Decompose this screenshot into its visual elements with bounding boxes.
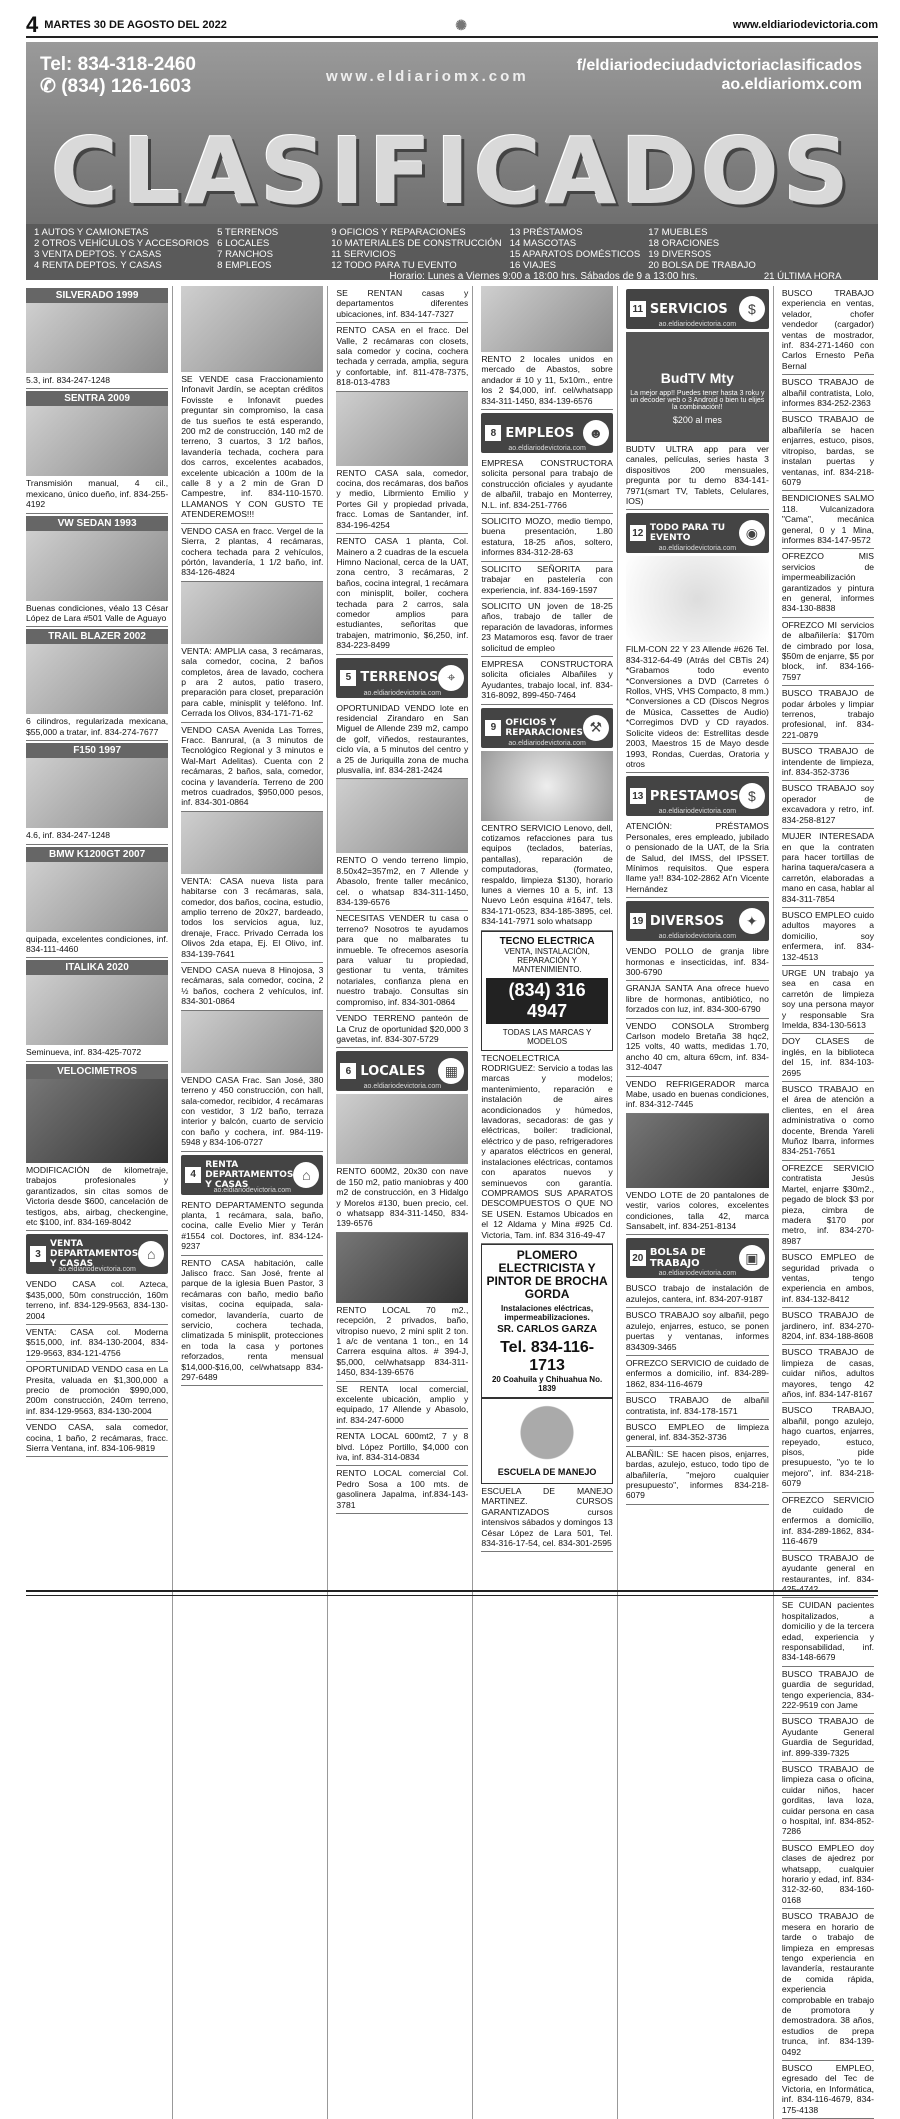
category-item: 14 MASCOTAS <box>509 238 577 249</box>
classified-ad: OPORTUNIDAD VENDO casa en La Presita, valuada en $1,300,000 a precio de promoción $990,000, 200m construcción, 240m terreno, inf. 834-129-9563, 834-130-2004 <box>26 1362 168 1420</box>
column-5 <box>626 286 774 2119</box>
category-item: 21 ÚLTIMA HORA <box>763 271 842 282</box>
classified-ad: BUSCO TRABAJO de jardinero, inf. 834-270-8204, inf. 834-188-8608 <box>782 1308 874 1345</box>
section-header-diversos: 19 DIVERSOS ✦ ao.eldiariodevictoria.com <box>626 901 769 941</box>
location-pin-icon: ⌖ <box>438 665 464 691</box>
classified-ad: VENDO CASA Frac. San José, 380 terreno y 450 construcción, con hall, sala-comedor, recibidor, 4 recámaras con vestidor, 3 1/2 baño, terraza interior y balcón, cuarto de servicio con baño y cochera, inf. 984-119-5948 y 834-106-0727 <box>181 1073 323 1152</box>
classified-ad: VENDO LOTE de 20 pantalones de vestir, varios colores, excelentes condiciones, talla 42, marca Sansabelt, inf. 834-251-8134 <box>626 1188 769 1236</box>
classified-ad: EMPRESA CONSTRUCTORA solicita oficiales Albañiles y Ayudantes, trabajo local, inf. 834-316-8092, 899-450-7464 <box>481 657 612 705</box>
issue-date: MARTES 30 DE AGOSTO DEL 2022 <box>44 19 227 31</box>
category-index <box>26 224 878 280</box>
classified-ad: BUSCO EMPLEO doy clases de ajedrez por whatsapp, cualquier horario y edad, inf. 834-312-32-60, 834-160-0168 <box>782 1841 874 1909</box>
classified-ad: BUSCO EMPLEO cuido adultos mayores a domicilio, soy enfermera, inf. 834-132-4513 <box>782 908 874 966</box>
page-number: 4 <box>26 12 39 37</box>
classified-ad: BUSCO TRABAJO de ayudante general en restaurantes, inf. 834-425-4742 <box>782 1551 874 1599</box>
classified-ad: BUSCO TRABAJO de limpieza de casas, cuidar niños, adultos mayores, tengo 42 años, inf. 834-147-8167 <box>782 1345 874 1403</box>
classified-ad: MUJER INTERESADA en que la contraten para hacer tortillas de harina taquera/casera a carretón, elaboradas a mano en casa, hablar al 834-311-7854 <box>782 829 874 908</box>
market-photo <box>481 286 612 352</box>
classified-ad: VENDO CONSOLA Stromberg Carlson modelo Bretaña 38 hqc2, 125 volts, 40 watts, medidas 1.70, ancho 40 cm, altura 69cm, inf. 834-312-4047 <box>626 1019 769 1077</box>
vehicle-photo <box>26 758 168 828</box>
category-item: 8 EMPLEOS <box>217 260 272 271</box>
classified-ad: RENTO DEPARTAMENTO segunda planta, 1 recámara, sala, baño, cocina, calle Evelio Mier y Terán #1554 col. Doctores, inf. 834-124-9237 <box>181 1198 323 1256</box>
classified-ad: RENTO O vendo terreno limpio, 8.50x42=357m2, en 7 Allende y Abasolo, frente taller mecánico, cel. o whatsap 834-311-1450, 834-139-6576 <box>336 853 468 911</box>
section-title: CLASIFICADOS <box>50 118 854 225</box>
classified-ad: BUSCO TRABAJO de Ayudante General Guardia de Seguridad, inf. 899-339-7325 <box>782 1714 874 1762</box>
classified-ad: NECESITAS VENDER tu casa o terreno? Nosotros te ayudamos para que no malbarates tu inmueble. Te ofrecemos asesoría para valuar tu propiedad, gestionar tu venta, trámites notariales, confianza plena en nuestro trabajo. Consultas sin compromiso, inf. 834-301-0864 <box>336 911 468 1011</box>
plomero-ad <box>481 1244 612 1398</box>
classified-ad: OFREZCO MIS servicios de impermeabilización garantizados y pintura en general, informes 834-130-8838 <box>782 549 874 617</box>
vehicle-description: MODIFICACIÓN de kilometraje, trabajos profesionales y garantizados, sin citas somos de Victoria desde $600, cancelación de testigos, abs, airbag, checkengine, etc $100, inf. 834-169-8042 <box>26 1163 168 1231</box>
classified-ad: GRANJA SANTA Ana ofrece huevo libre de hormonas, antibiótico, no forzados con luz, inf. 834-300-6790 <box>626 981 769 1018</box>
website-link[interactable]: www.eldiariodevictoria.com <box>732 19 878 31</box>
category-item: 12 TODO PARA TU EVENTO <box>331 260 457 271</box>
classified-ad: SE CUIDAN pacientes hospitalizados, a domicilio y de la tercera edad, experiencia y responsabilidad, inf. 834-148-6679 <box>782 1598 874 1666</box>
column-4 <box>481 286 617 2119</box>
classified-ad: BUSCO TRABAJO, albañil, pongo azulejo, hago cuartos, enjarres, repeyado, estuco, pisos, pide presupuesto, "yo te lo mejoro", inf. 834-218-6079 <box>782 1403 874 1492</box>
classified-ad: RENTO LOCAL 70 m2., recepción, 2 privados, baño, vitropiso nuevo, 2 mini split 2 ton. 1 a/c de ventana 1 ton., en 14 Carrera esquina altos. # 394-J, $5,000, cel/whatsapp 834-311-1450, 834-139-6576 <box>336 1303 468 1382</box>
budtv-line: La mejor app!! Puedes tener hasta 3 roku y un decoder web o 3 Android o bien tu elijes la combinación!! <box>630 390 765 411</box>
classified-ad: VENTA: CASA nueva lista para habitarse con 3 recámaras, sala, comedor, dos baños, cocina, estudio, amplio terreno de 20x27, bardeado, todos los servicios agua, luz, drenaje, Fracc. Privado Cerrada los Olivos 2da etapa, Ej. El Olivo, inf. 834-139-7641 <box>181 874 323 963</box>
phone-primary: Tel: 834-318-2460 <box>40 54 196 75</box>
vehicle-description: quipada, excelentes condiciones, inf. 834-111-4460 <box>26 932 168 959</box>
classified-ad: VENDO CASA en fracc. Vergel de la Sierra, 2 plantas, 4 recámaras, cochera techada para 2 vehículos, pórtón, lavandería, 1 1/2 baño, inf. 834-126-4824 <box>181 524 323 582</box>
category-item: 17 MUEBLES <box>648 227 708 238</box>
vehicle-description: Transmisión manual, 4 cil., mexicano, único dueño, inf. 834-255-4192 <box>26 476 168 513</box>
section-header-terrenos: 5 TERRENOS ⌖ ao.eldiariodevictoria.com <box>336 658 468 698</box>
classified-ad: VENTA: CASA col. Moderna $515,000, inf. 834-130-2004, 834-129-9563, 834-121-4756 <box>26 1325 168 1362</box>
clothes-photo <box>626 1114 769 1188</box>
classified-ad: DOY CLASES de inglés, en la biblioteca del 15, inf. 834-103-2695 <box>782 1034 874 1082</box>
camera-icon: ◉ <box>739 520 765 546</box>
classified-ad: BUSCO EMPLEO de limpieza general, inf. 834-352-3736 <box>626 1420 769 1447</box>
section-header-locales: 6 LOCALES ▦ ao.eldiariodevictoria.com <box>336 1051 468 1091</box>
vehicle-photo <box>26 531 168 601</box>
classified-ad: BUSCO TRABAJO de mesera en horario de tarde o trabajo de limpieza en empresas tengo experiencia en lavandería, restaurante de comida rápida, experiencia comprobable en trabajo de promotora y demostradora. 38 años, estudios de prepa trunca, inf. 834-139-0492 <box>782 1909 874 2061</box>
classified-ad: BUSCO EMPLEO, egresado del Tec de Victoria, en Informática, inf. 834-116-4679, 834-175-4138 <box>782 2061 874 2119</box>
classified-ad: BUSCO TRABAJO de limpieza casa o oficina, cuidar niños, hacer gorditas, lava loza, cuidar persona en casa o hospital, inf. 834-852-7286 <box>782 1762 874 1841</box>
laptop-illustration <box>481 751 612 821</box>
plomero-name: SR. CARLOS GARZA <box>497 1323 598 1335</box>
phone-whatsapp: ✆ (834) 126-1603 <box>40 76 192 97</box>
classified-ad: VENTA: AMPLIA casa, 3 recámaras, sala comedor, cocina, 2 baños completos, área de lavado, cochera p ara 2 autos, patio trasero, preparación para closet, preparación para cable, minisplit y teléfono. Inf. Cerrada los Olivos, 834-171-71-62 <box>181 644 323 723</box>
classified-ad: SE VENDE casa Fraccionamiento Infonavit Jardín, se aceptan créditos Fovisste e Infonavit puedes preguntar sin compromiso, la casa de tus sueños te está esperando, 200 m2 de construcción, 140 m2 de terreno, 3 cuartos, 3 1/2 baños, lavandería techada, cochera para dos carros, excelentes acabados, excelente ubicación a 100m de la calle 8 y a 2 min de Gran D Campestre, inf. 834-110-1570. LLAMANOS Y CON GUSTO TE ATENDEREMOS!!! <box>181 372 323 524</box>
classified-ad: URGE UN trabajo ya sea en casa en carretón de limpieza soy una persona mayor y responsable Sra Imelda, 834-130-5613 <box>782 966 874 1034</box>
classified-ad: SE RENTAN casas y departamentos diferentes ubicaciones, inf. 834-147-7327 <box>336 286 468 323</box>
vehicle-title: F150 1997 <box>26 743 168 758</box>
people-icon: ☻ <box>583 420 609 446</box>
facebook-icon: f <box>576 57 582 74</box>
classified-ad: BUSCO trabajo de instalación de azulejos, cantera, inf. 834-207-9187 <box>626 1281 769 1308</box>
film-reel-photo <box>626 556 769 642</box>
tecno-phone[interactable]: (834) 316 4947 <box>486 978 607 1024</box>
section-header-evento: 12 TODO PARA TU EVENTO ◉ ao.eldiariodevictoria.com <box>626 513 769 553</box>
plomero-address: 20 Coahuila y Chihuahua No. 1839 <box>491 1374 603 1393</box>
column-3 <box>336 286 473 2119</box>
classified-ad: ALBAÑIL: SE hacen pisos, enjarres, bardas, azulejo, estuco, todo tipo de albañilería, "mejoro cualquier presupuesto", informes 834-218-6079 <box>626 1447 769 1505</box>
section-header-servicios: 11 SERVICIOS $ ao.eldiariodevictoria.com <box>626 289 769 329</box>
classified-ad: VENDO TERRENO panteón de La Cruz de oportunidad $20,000 3 gavetas, inf. 834-307-5729 <box>336 1011 468 1048</box>
driving-school-logo: ESCUELA DE MANEJO <box>481 1398 612 1484</box>
classified-ad: BUSCO TRABAJO soy operador de excavadora y retro, inf. 834-258-8127 <box>782 781 874 829</box>
classified-ad: SOLICITO MOZO, medio tiempo, buena presentación, 1.80 estatura, 18-25 años, soltero, informes 834-312-28-63 <box>481 514 612 562</box>
category-item: 1 AUTOS Y CAMIONETAS <box>34 227 149 238</box>
masthead-website: www.eldiariomx.com <box>326 68 529 85</box>
column-6 <box>782 286 878 2119</box>
section-header-renta: 4 RENTA DEPARTAMENTOS Y CASAS ⌂ ao.eldiariodevictoria.com <box>181 1155 323 1195</box>
category-item: 7 RANCHOS <box>217 249 274 260</box>
vehicle-title: ITALIKA 2020 <box>26 960 168 975</box>
tecno-footer: TODAS LAS MARCAS Y MODELOS <box>502 1027 592 1046</box>
section-header-empleos: 8 EMPLEOS ☻ ao.eldiariodevictoria.com <box>481 413 612 453</box>
masthead-email: ao.eldiariomx.com <box>721 76 862 93</box>
classified-ad: SOLICITO SEÑORITA para trabajar en pastelería con experiencia, inf. 834-169-1597 <box>481 562 612 599</box>
masthead-social <box>577 56 862 94</box>
section-header-oficios: 9 OFICIOS Y REPARACIONES ⚒ ao.eldiariodevictoria.com <box>481 708 612 748</box>
classified-ad: VENDO CASA nueva 8 Hinojosa, 3 recámaras, sala comedor, cocina, 2 ½ baños, cochera 2 vehículos, inf. 834-301-0864 <box>181 963 323 1011</box>
vehicle-photo <box>26 862 168 932</box>
vehicle-description: 6 cilindros, regularizada mexicana, $55,000 a tratar, inf. 834-274-7677 <box>26 714 168 741</box>
category-item: 16 VIAJES <box>509 260 557 271</box>
facebook-handle: /eldiariodeciudadvictoriaclasificados <box>581 57 862 74</box>
top-bar <box>26 14 878 38</box>
category-item: 15 APARATOS DOMÉSTICOS <box>509 249 641 260</box>
budtv-banner <box>626 332 769 442</box>
section-header-venta: 3 VENTA DEPARTAMENTOS Y CASAS ⌂ ao.eldiariodevictoria.com <box>26 1234 168 1274</box>
classified-ad: VENDO CASA, sala comedor, cocina, 1 baño, 2 recámaras, fracc. Sierra Ventana, inf. 834-106-9819 <box>26 1420 168 1457</box>
vehicle-title: BMW K1200GT 2007 <box>26 847 168 862</box>
classified-ad: EMPRESA CONSTRUCTORA solicita personal para trabajo de construcción oficiales y ayudante de albañil, trabajo en Monterrey, N.L. inf. 834-251-7766 <box>481 456 612 514</box>
plomero-services: Instalaciones eléctricas, impermeabilizaciones. <box>501 1303 594 1322</box>
office-hours: Horario: Lunes a Viernes 9:00 a 18:00 hrs. Sábados de 9 a 13:00 hrs. <box>389 271 698 282</box>
classified-ad: OFREZCO SERVICIO de cuidado de enfermos a domicilio, inf. 834-289-1862, 834-116-4679 <box>782 1493 874 1551</box>
vehicle-title: VW SEDAN 1993 <box>26 516 168 531</box>
classified-ad: BUSCO TRABAJO experiencia en ventas, velador, chofer vendedor (cargador) ventas de mostrador, inf. 834-271-1460 con Carlos Ernesto Peña Bernal <box>782 286 874 375</box>
section-header-prestamos: 13 PRESTAMOS $ ao.eldiariodevictoria.com <box>626 776 769 816</box>
wrench-icon: ⚒ <box>583 715 609 741</box>
classified-ad: TECNOELECTRICA RODRIGUEZ: Servicio a todas las marcas y modelos; mantenimiento, reparación e instalación de aires acondicionados y húmedos, lavadoras, secadoras: de gas y eléctricas, boiler: tradicional, eléctrico y de paso, refrigeradores y aparatos eléctricos en general, instalaciones eléctricas, contamos con aparatos nuevos y seminuevos con garantía. COMPRAMOS SUS APARATOS DESCOMPUESTOS O QUE NO SE USEN. Estamos Ubicados en el 12 Aldama y Mina #925 Cd. Victoria, Tam. inf. 834 316-49-47 <box>481 1051 612 1244</box>
money-hand-icon: $ <box>739 296 765 322</box>
piggy-bank-icon: $ <box>739 783 765 809</box>
vehicle-photo <box>26 406 168 476</box>
classified-ad: VENDO CASA Avenida Las Torres, Fracc. Banrural, (a 3 minutos de Tecnológico Regional y 3 minutos e Wal-Mart Adelitas). Cuenta con 2 recámaras, 2 baños, sala, comedor, cocina y lavandería. Terreno de 200 metros cuadrados, $950,000 pesos, inf. 834-301-0864 <box>181 723 323 812</box>
category-item: 9 OFICIOS Y REPARACIONES <box>331 227 466 238</box>
house-icon: ⌂ <box>138 1241 164 1267</box>
column-1 <box>26 286 173 2119</box>
classified-ad: RENTO 2 locales unidos en mercado de Abastos, sobre andador # 10 y 11, 5x10m., entre los 2 $4,000, inf. cel/whatsapp 834-311-1450, 834-139-6576 <box>481 352 612 410</box>
category-item: 2 OTROS VEHÍCULOS Y ACCESORIOS <box>34 238 210 249</box>
tecno-sub: VENTA, INSTALACIÓN, REPARACIÓN Y MANTENIMIENTO. <box>504 946 590 974</box>
vehicle-description: Buenas condiciones, véalo 13 César López de Lara #501 Valle de Aguayo <box>26 601 168 628</box>
sun-logo-icon: ✺ <box>455 16 467 33</box>
classified-ad: OPORTUNIDAD VENDO lote en residencial Zirandaro en San Miguel de Allende 239 m2, campo de golf, viñedos, restaurantes, ciclo vía, a 5 minutos del centro y a 25 de Juriquilla zona de mucha plusvalía, inf. 834-281-2424 <box>336 701 468 780</box>
category-item: 11 SERVICIOS <box>331 249 396 260</box>
classified-ad: BUDTV ULTRA app para ver canales, películas, series hasta 3 dispositivos 200 mensuales, pregunta por tu demo 834-141-7971(smart TV, Tablets, Celulares, IOS) <box>626 442 769 510</box>
classified-columns <box>26 286 878 2115</box>
vehicle-photo <box>26 975 168 1045</box>
classified-ad: SOLICITO UN joven de 18-25 años, trabajo de taller de reparación de lavadoras, informes 23 Matamoros esq. favor de traer solicitud de empleo <box>481 599 612 657</box>
classified-ad: RENTA LOCAL 600mt2, 7 y 8 blvd. López Portillo, $4,000 con iva, inf. 834-314-0834 <box>336 1429 468 1466</box>
house-photo <box>181 812 323 874</box>
category-item: 3 VENTA DEPTOS. Y CASAS <box>34 249 162 260</box>
lot-photo <box>336 779 468 853</box>
vehicle-title: SENTRA 2009 <box>26 391 168 406</box>
classified-ad: BUSCO TRABAJO de albañilería se hacen enjarres, estuco, pisos, vitropiso, bardas, se instalan puertas y ventanas, inf. 834-218-6079 <box>782 412 874 491</box>
category-item: 5 TERRENOS <box>217 227 279 238</box>
classified-ad: RENTO CASA sala, comedor, cocina, dos recámaras, dos baños y medio, Librmiento Emilio y Portes Gil y propiedad privada, fracc. Lomas de Santander, inf. 834-196-4254 <box>336 466 468 534</box>
category-item: 20 BOLSA DE TRABAJO <box>648 260 756 271</box>
classified-ad: VENDO REFRIGERADOR marca Mabe, usado en buenas condiciones, inf. 834-312-7445 <box>626 1077 769 1114</box>
classified-ad: BUSCO TRABAJO soy albañil, pego azulejo, enjarres, estuco, se ponen puertas y ventanas, informes 834309-3465 <box>626 1308 769 1356</box>
store-icon: ▦ <box>438 1058 464 1084</box>
house-photo <box>181 582 323 644</box>
house-photo <box>181 1011 323 1073</box>
category-item: 6 LOCALES <box>217 238 270 249</box>
vehicle-description: Seminueva, inf. 834-425-7072 <box>26 1045 168 1061</box>
vehicle-title: TRAIL BLAZER 2002 <box>26 629 168 644</box>
classified-ad: OFREZCO MI servicios de albañilería: $170m de cimbrado por losa, $50m de enjarre, $5 por block, inf. 834-166-7597 <box>782 618 874 686</box>
budtv-name: BudTV Mty <box>660 370 734 386</box>
house-photo <box>181 286 323 372</box>
plomero-phone[interactable]: Tel. 834-116-1713 <box>500 1338 595 1374</box>
plomero-headline: PLOMERO ELECTRICISTA Y PINTOR DE BROCHA GORDA <box>486 1247 608 1301</box>
local-photo <box>336 1233 468 1303</box>
classified-ad: VENDO CASA col. Azteca, $435,000, 50m construcción, 160m terreno, inf. 834-129-9563, 834-130-2004 <box>26 1277 168 1325</box>
classified-ad: OFREZCO SERVICIO de cuidado de enfermos a domicilio, inf. 834-289-1862, 834-116-4679 <box>626 1356 769 1393</box>
column-2 <box>181 286 328 2119</box>
category-item: 19 DIVERSOS <box>648 249 712 260</box>
category-item: 18 ORACIONES <box>648 238 720 249</box>
classified-ad: BUSCO EMPLEO de seguridad privada o ventas, tengo experiencia en ambos, inf. 834-132-8412 <box>782 1250 874 1308</box>
classified-ad: OFREZCE SERVICIO contratista Jesús Martel, enjarre $30m2., pegado de block $3 por pieza, cimbra de madera $170 por metro, inf. 834-270-8987 <box>782 1161 874 1250</box>
classified-ad: VENDO POLLO de granja libre hormonas e insecticidas, inf. 834-300-6790 <box>626 944 769 981</box>
classified-ad: RENTO CASA 1 planta, Col. Mainero a 2 cuadras de la escuela Himno Nacional, cerca de la UAT, zona centro, 3 recámaras, 2 baños, cocina integral, 1 recámara con minisplit, boiler, cochera techada para 2 carros, sala comedor amplios para estudiantes, señoritas que trabajen, matrimonio, $6,250, inf. 834-223-8499 <box>336 534 468 654</box>
house-icon: ⌂ <box>293 1162 319 1188</box>
classified-ad: BUSCO TRABAJO de guardia de seguridad, tengo experiencia, 834-222-9519 con Jame <box>782 1667 874 1715</box>
classified-ad: SE RENTA local comercial, excelente ubicación, amplio y equipado, 17 Allende y Abasolo, inf. 834-247-6000 <box>336 1382 468 1430</box>
category-item: 10 MATERIALES DE CONSTRUCCIÓN <box>331 238 502 249</box>
classified-ad: RENTO 600M2, 20x30 con nave de 150 m2, patio maniobras y 400 m2 de construcción, en 3 Hidalgo y Morelos #130, buen precio, cel. o whatsapp 834-311-1450, 834-139-6576 <box>336 1164 468 1232</box>
house-photo <box>336 392 468 466</box>
category-item: 13 PRÉSTAMOS <box>509 227 583 238</box>
vehicle-title: SILVERADO 1999 <box>26 288 168 303</box>
classified-ad: BUSCO TRABAJO de albañil contratista, inf. 834-178-1571 <box>626 1393 769 1420</box>
budtv-price: $200 al mes <box>672 415 722 425</box>
category-item: 4 RENTA DEPTOS. Y CASAS <box>34 260 162 271</box>
classified-ad: BUSCO TRABAJO de intendente de limpieza, inf. 834-352-3736 <box>782 744 874 781</box>
tecno-electrica-ad <box>481 931 612 1051</box>
classified-ad: RENTO CASA en el fracc. Del Valle, 2 recámaras con closets, sala comedor y cocina, cochera techada y cerrada, amplia, segura y confortable, inf. 811-478-7375, 818-013-4783 <box>336 323 468 391</box>
classified-ad: BUSCO TRABAJO en el área de atención a clientes, en el área administrativa o como docente, Brenda Yareli Muñoz Ibarra, informes 834-251-7651 <box>782 1082 874 1161</box>
classified-ad: RENTO CASA habitación, calle Jalisco fracc. San José, frente al parque de la iglesia Buen Pastor, 3 recámaras con baño, medio baño visitas, cocina equipada, sala-comedor, lavandería, cuarto de servicio, cochera techada, climatizada 5 minisplit, protecciones en toda la casa y portones reforzados, renta mensual $14,000-$16,00, cel/whatsapp 834-297-6489 <box>181 1256 323 1387</box>
section-header-bolsa: 20 BOLSA DE TRABAJO ▣ ao.eldiariodevictoria.com <box>626 1238 769 1278</box>
store-photo <box>336 1094 468 1164</box>
classified-ad: CENTRO SERVICIO Lenovo, dell, cotizamos refacciones para tus equipos (teclados, baterías, pantallas), reparación de computadoras, (formateo, respaldo, limpieza $130), horario lunes a viernes 10 a 5, inf. 13 Nuevo León esquina #1647, tels. 834-171-0523, 834-185-3895, cel. 834-141-7971 solo whatsapp <box>481 821 612 931</box>
classified-ad: BENDICIONES SALMO 118. Vulcanizadora "Cama", mecánica general, 0 y 1 Mina, informes 834-147-9572 <box>782 491 874 549</box>
vehicle-title: VELOCIMETROS <box>26 1064 168 1079</box>
whatsapp-icon: ✆ <box>40 76 56 97</box>
classified-ad: RENTO LOCAL comercial Col. Pedro Sosa a 100 mts. de gasolinera Japalma, inf.834-143-3781 <box>336 1466 468 1514</box>
briefcase-icon: ▣ <box>739 1245 765 1271</box>
classified-ad: FILM-CON 22 Y 23 Allende #626 Tel. 834-312-64-49 (Atrás del CBTis 24) *Grabamos todo evento *Conversiones a DVD (Carretes ó Rollos, VHS, VHS Compacto, 8 mm.) *Conversiones a CD (Discos Negros de Música, Cassettes de Audio) *Corregimos DVD y CD rayados. Solicite videos de: Estrellitas desde 2003, Maestros 15 de Mayo desde 1993, Rondas, Cuerdas, Oratoria y otros <box>626 642 769 773</box>
vehicle-description: 4.6, inf. 834-247-1248 <box>26 828 168 844</box>
classified-ad: BUSCO TRABAJO de podar árboles y limpiar terrenos, trabajo profesional, inf. 834-221-0879 <box>782 686 874 744</box>
vehicle-photo <box>26 644 168 714</box>
masthead <box>26 42 878 224</box>
vehicle-photo <box>26 1079 168 1163</box>
vehicle-photo <box>26 303 168 373</box>
vehicle-description: 5.3, inf. 834-247-1248 <box>26 373 168 389</box>
classified-ad: ATENCIÓN: PRÉSTAMOS Personales, eres empleado, jubilado o pensionado de la UAT, de la Sria de Salud, del IMSS, del IPSSET. Mínimos requisitos. Que espera llame ya!! 834-102-2862 At'n Vicente Hernández <box>626 819 769 898</box>
bottom-rule <box>26 1590 878 1596</box>
tag-icon: ✦ <box>739 908 765 934</box>
classified-ad: ESCUELA DE MANEJO MARTINEZ. CURSOS GARANTIZADOS cursos intensivos sábados y domingos 13 César López de Lara 501, Tel. 834-316-17-54, cel. 834-301-2595 <box>481 1484 612 1552</box>
classified-ad: BUSCO TRABAJO de albañil contratista, Lolo, informes 834-252-2363 <box>782 375 874 412</box>
tecno-name: TECNO ELECTRICA <box>499 935 595 947</box>
masthead-phones <box>40 54 196 98</box>
